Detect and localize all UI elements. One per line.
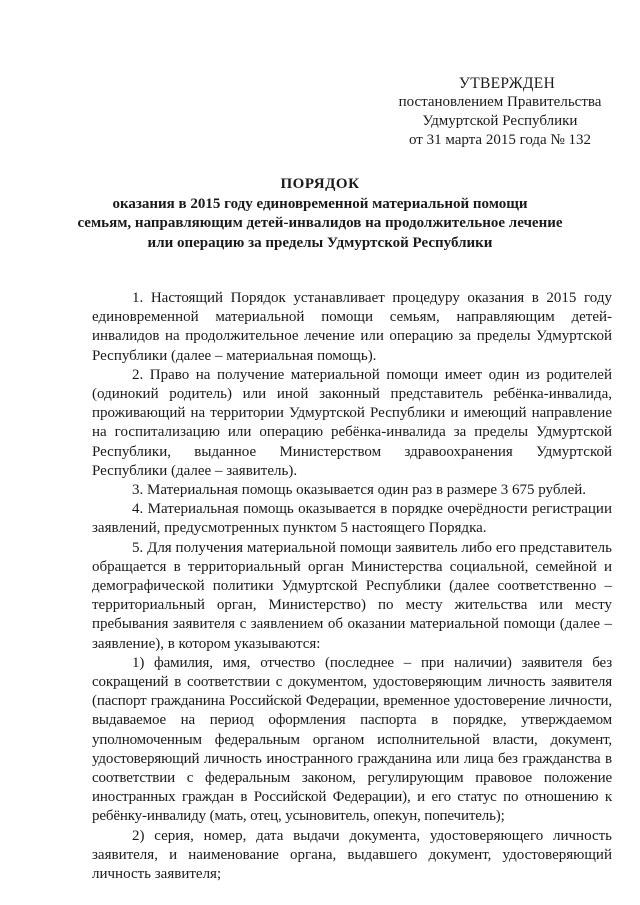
paragraph-1: 1. Настоящий Порядок устанавливает процедуру оказания в 2015 году единовременной материальной помощи семьям, направляющим детей-инвалидов на продолжительное лечение или операцию за пределы Удмуртской Республики (далее – материальная помощь). xyxy=(92,290,612,364)
title-line-3: семьям, направляющим детей-инвалидов на продолжительное лечение xyxy=(77,215,563,231)
paragraph-2: 2. Право на получение материальной помощи имеет один из родителей (одинокий родитель) или иной законный представитель ребёнка-инвалида, проживающий на территории Удмуртской Республики и имеющий направление на госпитализацию или операцию ребёнка-инвалида за пределы Удмуртской Республики, выданное Министерством здравоохранения Удмуртской Республики (далее – заявитель). xyxy=(92,366,612,479)
paragraph-5: 5. Для получения материальной помощи заявитель либо его представитель обращается в территориальный орган Министерства социальной, семейной и демографической политики Удмуртской Республики (далее соответственно – территориальный орган, Министерство) по месту жительства или месту пребывания заявителя с заявлением об оказании материальной помощи (далее – заявление), в котором указываются: xyxy=(92,539,612,652)
paragraph-5-item-2: 2) серия, номер, дата выдачи документа, удостоверяющего личность заявителя, и наименование органа, выдавшего документ, удостоверяющий личность заявителя; xyxy=(92,827,612,883)
approval-date: от 31 марта 2015 года № 132 xyxy=(408,132,592,148)
title-main: ПОРЯДОК xyxy=(280,176,360,192)
approval-stamp xyxy=(380,74,620,150)
document-body xyxy=(92,289,612,884)
paragraph-3: 3. Материальная помощь оказывается один раз в размере 3 675 рублей. xyxy=(132,482,587,499)
title-line-2: оказания в 2015 году единовременной материальной помощи xyxy=(112,195,528,212)
approval-resolution: постановлением Правительства xyxy=(398,94,602,110)
document-title xyxy=(60,175,580,253)
approval-heading: УТВЕРЖДЕН xyxy=(458,75,556,92)
approval-authority: Удмуртской Республики xyxy=(422,113,578,129)
paragraph-4: 4. Материальная помощь оказывается в порядке очерёдности регистрации заявлений, предусмотренных пунктом 5 настоящего Порядка. xyxy=(92,501,612,537)
paragraph-5-item-1: 1) фамилия, имя, отчество (последнее – при наличии) заявителя без сокращений в соответствии с документом, удостоверяющим личность заявителя (паспорт гражданина Российской Федерации, временное удостоверение личности, выдаваемое на период оформления паспорта в порядке, утверждаемом уполномоченным федеральным органом исполнительной власти, документ, удостоверяющий личность иностранного гражданина или лица без гражданства в соответствии с федеральным законом, регулирующим правовое положение иностранных граждан в Российской Федерации), и его статус по отношению к ребёнку-инвалиду (мать, отец, усыновитель, опекун, попечитель); xyxy=(92,654,612,825)
title-line-4: или операцию за пределы Удмуртской Республики xyxy=(147,234,493,251)
